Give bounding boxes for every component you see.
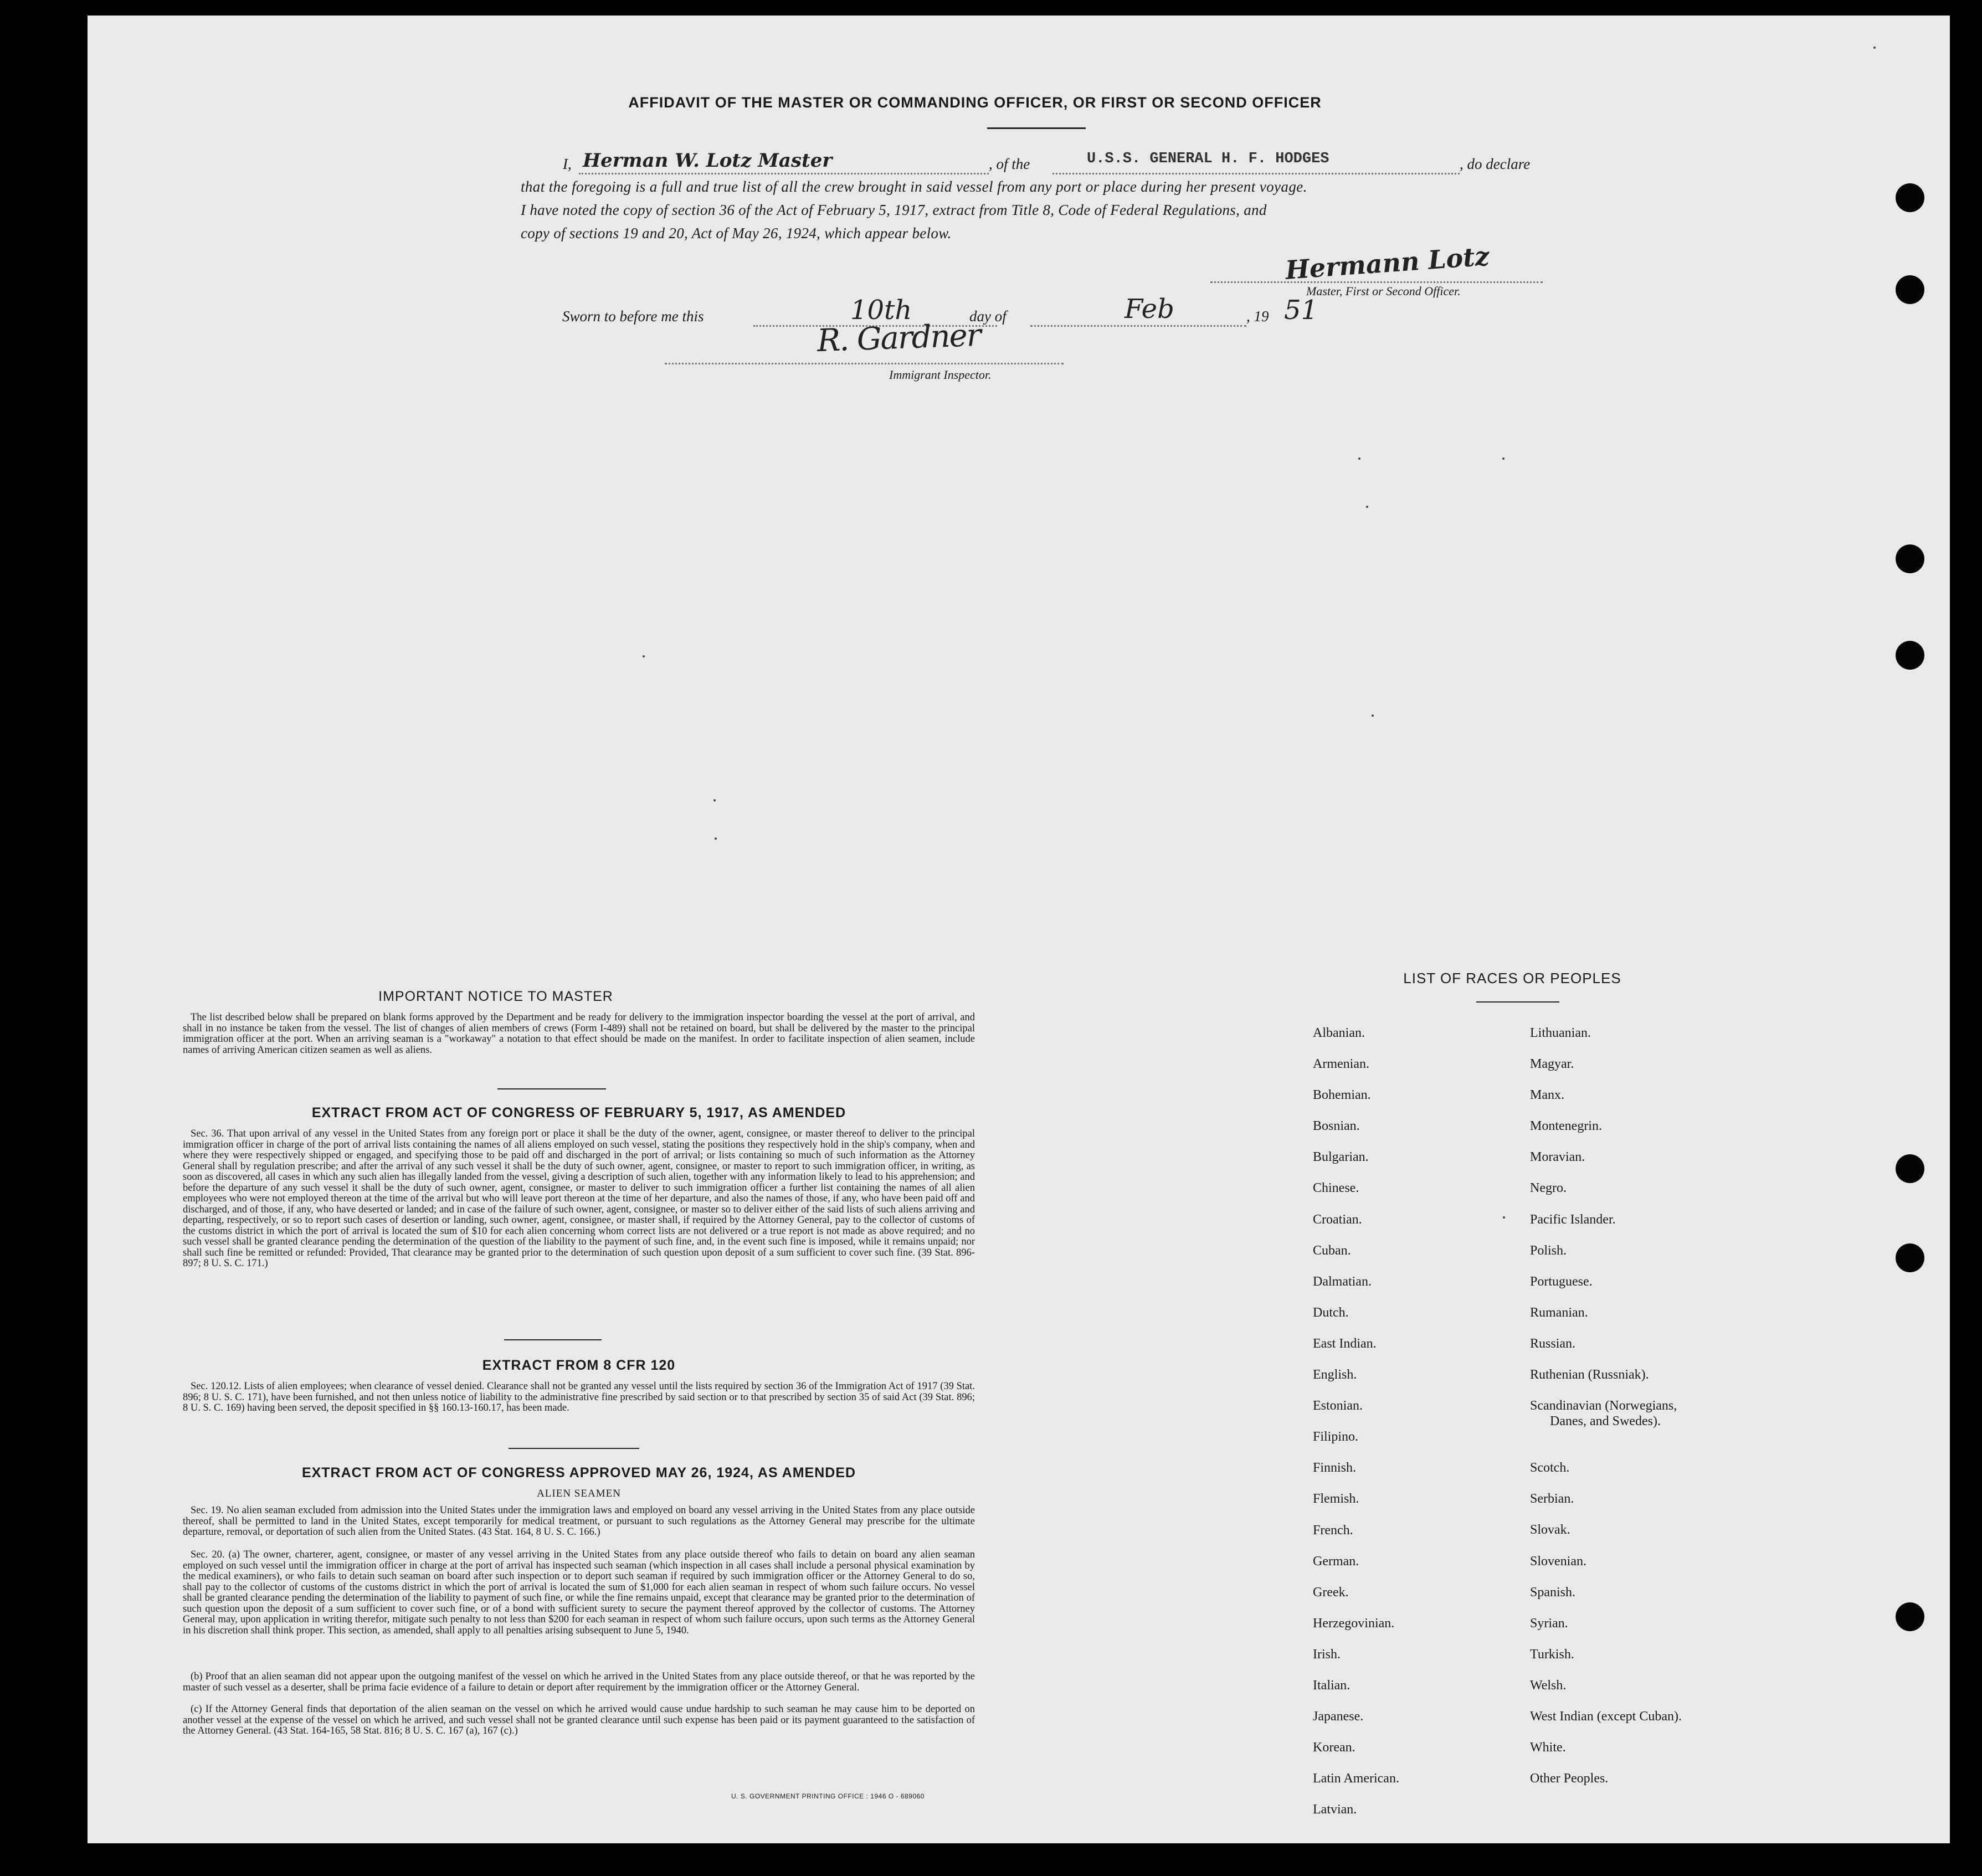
declaration-line-4: copy of sections 19 and 20, Act of May 26, 1924, which appear below. bbox=[521, 225, 952, 241]
race-item: Dalmatian. bbox=[1313, 1274, 1372, 1289]
speck bbox=[643, 655, 645, 657]
race-item: Russian. bbox=[1530, 1336, 1576, 1351]
notice-text: The list described below shall be prepared on blank forms approved by the Department and be ready for delivery to the immigration inspector boarding the vessel at the port of arrival, and shall in no instance be taken from the vessel. The list of changes of alien members of crews (Form I-489) shall not be retained on board, but shall be delivered by the master to the principal immigration officer at the port. When an arriving seaman is a "workaway" a notation to that effect should be made on the manifest. In order to facilitate inspection of alien seamen, include names of arriving American citizen seamen as well as aliens. bbox=[183, 1012, 975, 1056]
race-item: Bosnian. bbox=[1313, 1119, 1360, 1134]
printer-imprint: U. S. GOVERNMENT PRINTING OFFICE : 1946 O - 689060 bbox=[731, 1792, 925, 1800]
punch-hole bbox=[1896, 1154, 1924, 1183]
race-item: Armenian. bbox=[1313, 1057, 1369, 1072]
punch-hole bbox=[1896, 544, 1924, 573]
day-of-label: day of bbox=[969, 308, 1007, 325]
race-item: Herzegovinian. bbox=[1313, 1616, 1395, 1631]
vessel-name-typed: U.S.S. GENERAL H. F. HODGES bbox=[1087, 151, 1329, 167]
extract-8cfr-title: EXTRACT FROM 8 CFR 120 bbox=[482, 1358, 676, 1373]
speck bbox=[1502, 458, 1505, 460]
race-item: Cuban. bbox=[1313, 1243, 1351, 1258]
section-rule bbox=[497, 1088, 606, 1089]
speck bbox=[1366, 506, 1368, 508]
race-item: Slovak. bbox=[1530, 1523, 1570, 1538]
race-item: Japanese. bbox=[1313, 1709, 1364, 1724]
punch-hole bbox=[1896, 275, 1924, 304]
extract-1917-title: EXTRACT FROM ACT OF CONGRESS OF FEBRUARY 5, 1917, AS AMENDED bbox=[311, 1105, 846, 1121]
section-rule bbox=[504, 1339, 602, 1340]
signature-line bbox=[1210, 281, 1543, 283]
races-title: LIST OF RACES OR PEOPLES bbox=[1403, 970, 1621, 986]
race-item: Filipino. bbox=[1313, 1430, 1359, 1445]
speck bbox=[1873, 47, 1876, 49]
punch-hole bbox=[1896, 1602, 1924, 1631]
race-item: Dutch. bbox=[1313, 1305, 1349, 1320]
declaration-line-3: I have noted the copy of section 36 of the Act of February 5, 1917, extract from Title 8, Code of Federal Regulations, and bbox=[521, 202, 1267, 218]
races-rule bbox=[1476, 1001, 1559, 1003]
month-handwritten: Feb bbox=[1124, 294, 1174, 325]
speck bbox=[1372, 715, 1374, 717]
section-rule bbox=[509, 1448, 639, 1449]
race-item: Albanian. bbox=[1313, 1026, 1365, 1040]
inspector-line bbox=[665, 363, 1064, 364]
punch-hole bbox=[1896, 183, 1924, 212]
race-item: Korean. bbox=[1313, 1740, 1355, 1755]
day-handwritten: 10th bbox=[850, 295, 912, 326]
race-item: Croatian. bbox=[1313, 1212, 1362, 1227]
declaration-i-label: I, bbox=[563, 156, 572, 172]
of-the-label: , of the bbox=[989, 156, 1030, 172]
race-item: Moravian. bbox=[1530, 1150, 1585, 1165]
inspector-caption: Immigrant Inspector. bbox=[889, 368, 992, 382]
vessel-name-line bbox=[1052, 173, 1460, 174]
do-declare-label: , do declare bbox=[1460, 156, 1531, 172]
race-item: Flemish. bbox=[1313, 1492, 1359, 1507]
punch-hole bbox=[1896, 1243, 1924, 1272]
year-prefix-label: , 19 bbox=[1246, 308, 1269, 325]
extract-1924-sec20a: Sec. 20. (a) The owner, charterer, agent, consignee, or master of any vessel arriving in the United States from any place outside thereof who fails to detain on board any alien seaman employed on such vessel until the immigration officer in charge at the port of arrival has inspected such seaman (which inspection in all cases shall include a personal physical examination by the medical examiners), or who fails to detain such seaman on board after such inspection or to deport such seaman if required by such immigration officer or the Attorney General to do so, shall pay to the collector of customs of the customs district in which the port of arrival is located the sum of $1,000 for each alien seaman in respect of whom such failure occurs. No vessel shall be granted clearance pending the determination of the liability to payment of such fine, or while the fine remains unpaid, except that clearance may be granted prior to the determination of such question upon the deposit of a sum sufficient to cover such fine, or of a bond with sufficient surety to secure the payment thereof approved by the collector of customs. The Attorney General may, upon application in writing therefor, mitigate such penalty to not less than $200 for each seaman in respect of whom such failure occurs, upon such terms as the Attorney General in his discretion shall think proper. This section, as amended, shall apply to all penalties arising subsequent to June 5, 1940. bbox=[183, 1549, 975, 1636]
race-item: Bulgarian. bbox=[1313, 1150, 1369, 1165]
race-item: Syrian. bbox=[1530, 1616, 1568, 1631]
race-item: Portuguese. bbox=[1530, 1274, 1593, 1289]
year-handwritten: 51 bbox=[1284, 295, 1318, 326]
race-item: Lithuanian. bbox=[1530, 1026, 1591, 1040]
race-item: Scotch. bbox=[1530, 1461, 1570, 1476]
extract-1924-sec20c: (c) If the Attorney General finds that deportation of the alien seaman on the vessel on which he arrived would cause undue hardship to such seaman he may cause him to be deported on another vessel at the expense of the vessel on which he arrived, and such vessel shall not be granted clearance until such expense has been paid or its payment guaranteed to the satisfaction of the Attorney General. (43 Stat. 164-165, 58 Stat. 816; 8 U. S. C. 167 (a), 167 (c).) bbox=[183, 1704, 975, 1736]
race-item: Other Peoples. bbox=[1530, 1771, 1609, 1786]
extract-1924-title: EXTRACT FROM ACT OF CONGRESS APPROVED MAY 26, 1924, AS AMENDED bbox=[301, 1465, 856, 1481]
race-item: Rumanian. bbox=[1530, 1305, 1588, 1320]
race-item: Serbian. bbox=[1530, 1492, 1574, 1507]
master-signature: Hermann Lotz bbox=[1284, 241, 1491, 285]
extract-1924-sec20b: (b) Proof that an alien seaman did not appear upon the outgoing manifest of the vessel on which he arrived in the United States from any place outside thereof, or that he was reported by the master of such vessel as a deserter, shall be prima facie evidence of a failure to detain or deport after requirement by the immigration officer or the Attorney General. bbox=[183, 1671, 975, 1693]
race-item: German. bbox=[1313, 1554, 1359, 1569]
race-item: Chinese. bbox=[1313, 1181, 1359, 1196]
sworn-label: Sworn to before me this bbox=[562, 308, 704, 325]
race-item: Manx. bbox=[1530, 1088, 1564, 1103]
speck bbox=[715, 837, 717, 840]
race-item: Pacific Islander. bbox=[1530, 1212, 1616, 1227]
speck bbox=[713, 799, 716, 801]
master-name-line bbox=[579, 173, 989, 174]
race-item: Ruthenian (Russniak). bbox=[1530, 1368, 1649, 1382]
race-item: Greek. bbox=[1313, 1585, 1349, 1600]
race-item: Latvian. bbox=[1313, 1802, 1357, 1817]
race-item: Finnish. bbox=[1313, 1461, 1357, 1476]
extract-1917-text: Sec. 36. That upon arrival of any vessel in the United States from any foreign port or place it shall be the duty of the owner, agent, consignee, or master thereof to deliver to the principal immigration officer in charge of the port of arrival lists containing the names of all aliens employed on such vessel, stating the positions they respectively hold in the ship's company, when and where they were respectively shipped or engaged, and specifying those to be paid off and discharged in the port of arrival; or lists containing so much of such information as the Attorney General shall by regulation prescribe; and after the arrival of any such vessel it shall be the duty of such owner, agent, consignee, or master to report to such immigration officer, in writing, as soon as discovered, all cases in which any such alien has illegally landed from the vessel, giving a description of such alien, together with any information likely to lead to his apprehension; and before the departure of any such vessel it shall be the duty of such owner, agent, consignee, or master to deliver to such immigration officer a further list containing the names of all alien employees who were not employed thereon at the time of the arrival but who will leave port thereon at the time of her departure, and also the names of those, if any, who have been paid off and discharged, and of those, if any, who have deserted or landed; and in case of the failure of such owner, agent, consignee, or master so to deliver either of the said lists of such aliens arriving and departing, respectively, or so to report such cases of desertion or landing, such owner, agent, consignee, or master shall, if required by the Attorney General, pay to the collector of customs of the customs district in which the port of arrival is located the sum of $10 for each alien concerning whom correct lists are not delivered or a true report is not made as above required; and no such vessel shall be granted clearance pending the determination of the question of the liability to the payment of such fine, and, in the event such fine is imposed, while it remains unpaid; nor shall such fine be remitted or refunded: Provided, That clearance may be granted prior to the determination of such question upon deposit of a sum sufficient to cover such fine. (39 Stat. 896-897; 8 U. S. C. 171.) bbox=[183, 1128, 975, 1269]
race-item: French. bbox=[1313, 1523, 1353, 1538]
race-item: Irish. bbox=[1313, 1647, 1341, 1662]
affidavit-title: AFFIDAVIT OF THE MASTER OR COMMANDING OFFICER, OR FIRST OR SECOND OFFICER bbox=[628, 94, 1322, 111]
race-item: Negro. bbox=[1530, 1181, 1567, 1196]
declaration-line-2: that the foregoing is a full and true list of all the crew brought in said vessel from any port or place during her present voyage. bbox=[521, 178, 1307, 195]
races-right-column bbox=[1530, 1017, 1682, 1794]
race-item: Magyar. bbox=[1530, 1057, 1574, 1072]
race-item: Bohemian. bbox=[1313, 1088, 1371, 1103]
race-item: White. bbox=[1530, 1740, 1566, 1755]
race-item: Polish. bbox=[1530, 1243, 1567, 1258]
races-left-column bbox=[1313, 1017, 1399, 1825]
extract-1924-subtitle: ALIEN SEAMEN bbox=[537, 1488, 621, 1499]
notice-title: IMPORTANT NOTICE TO MASTER bbox=[378, 989, 613, 1004]
race-item: West Indian (except Cuban). bbox=[1530, 1709, 1682, 1724]
race-item: Danes, and Swedes). bbox=[1550, 1414, 1661, 1429]
race-item: Turkish. bbox=[1530, 1647, 1574, 1662]
speck bbox=[1358, 458, 1360, 460]
month-line bbox=[1030, 325, 1246, 327]
master-name-handwritten: Herman W. Lotz Master bbox=[583, 150, 833, 172]
race-item: Montenegrin. bbox=[1530, 1119, 1602, 1134]
race-item: Estonian. bbox=[1313, 1399, 1363, 1414]
race-item: Scandinavian (Norwegians, bbox=[1530, 1399, 1677, 1414]
race-item: Spanish. bbox=[1530, 1585, 1576, 1600]
punch-hole bbox=[1896, 641, 1924, 670]
extract-1924-sec19: Sec. 19. No alien seaman excluded from admission into the United States under the immigration laws and employed on board any vessel arriving in the United States from any place outside thereof, shall be permitted to land in the United States, except temporarily for medical treatment, or pursuant to such regulations as the Attorney General may prescribe for the ultimate departure, removal, or deportation of such alien from the United States. (43 Stat. 164, 8 U. S. C. 166.) bbox=[183, 1505, 975, 1538]
race-item: East Indian. bbox=[1313, 1336, 1377, 1351]
race-item: Italian. bbox=[1313, 1678, 1351, 1693]
title-rule bbox=[987, 127, 1086, 129]
inspector-signature: R. Gardner bbox=[816, 317, 981, 359]
signature-caption: Master, First or Second Officer. bbox=[1306, 284, 1461, 298]
race-item: Slovenian. bbox=[1530, 1554, 1586, 1569]
race-item: Welsh. bbox=[1530, 1678, 1567, 1693]
race-item: English. bbox=[1313, 1368, 1357, 1382]
speck bbox=[1503, 1216, 1505, 1219]
race-item: Latin American. bbox=[1313, 1771, 1399, 1786]
extract-8cfr-text: Sec. 120.12. Lists of alien employees; when clearance of vessel denied. Clearance shall not be granted any vessel until the lists required by section 36 of the Immigration Act of 1917 (39 Stat. 896; 8 U. S. C. 171), have been furnished, and not then unless notice of liability to the administrative fine prescribed by said section or to that prescribed by section 35 of said Act (39 Stat. 896; 8 U. S. C. 169) having been served, the deposit specified in §§ 160.13-160.17, has been made. bbox=[183, 1381, 975, 1414]
